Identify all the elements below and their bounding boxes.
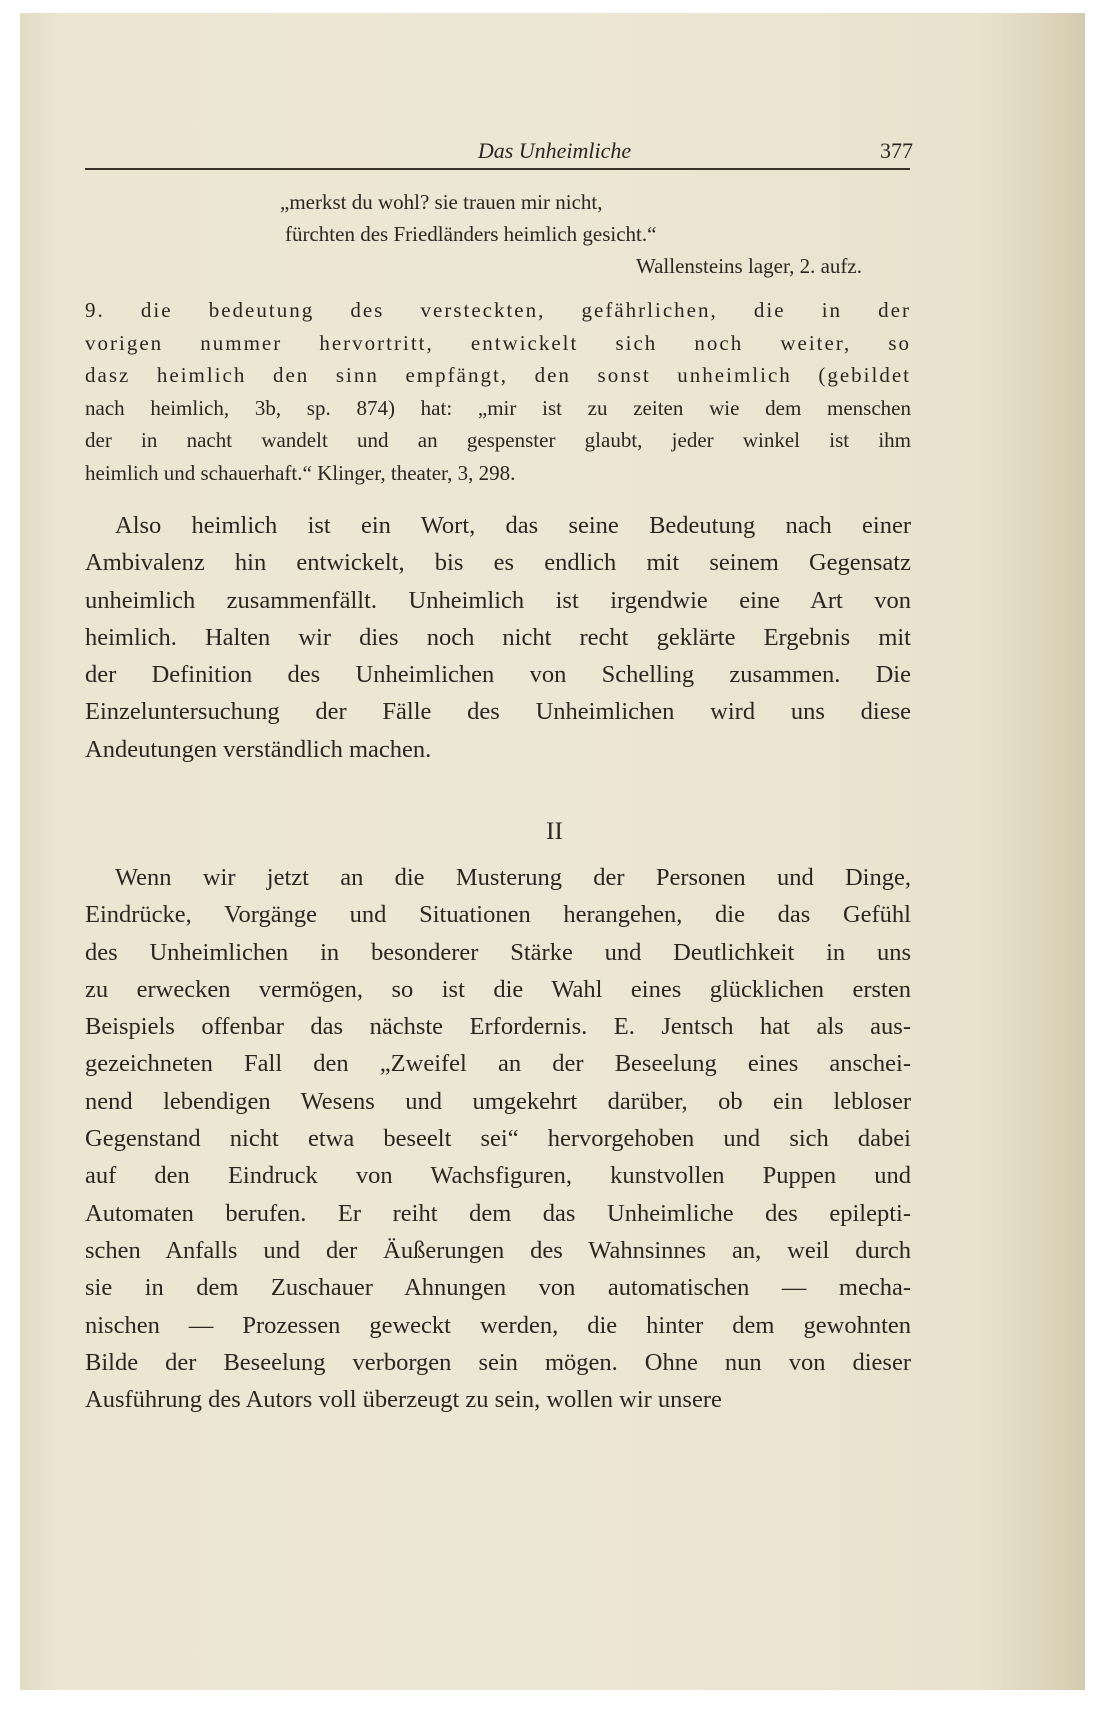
text-line: des Unheimlichen in besonderer Stärke und Deutlichkeit in uns	[85, 938, 911, 966]
text-line: zu erwecken vermögen, so ist die Wahl eines glücklichen ersten	[85, 975, 911, 1003]
text-line: schen Anfalls und der Äußerungen des Wahnsinnes an, weil durch	[85, 1236, 911, 1264]
text-line: Einzeluntersuchung der Fälle des Unheimlichen wird uns diese	[85, 698, 911, 726]
text-line: vorigen nummer hervortritt, entwickelt sich noch weiter, so	[85, 330, 911, 355]
text-line: dasz heimlich den sinn empfängt, den sonst unheimlich (gebildet	[85, 363, 911, 388]
paragraph-2	[85, 859, 911, 1418]
book-page	[20, 13, 1085, 1690]
text-line: Andeutungen verständlich machen.	[85, 735, 432, 763]
text-line: sie in dem Zuschauer Ahnungen von automatischen — mecha-	[85, 1274, 911, 1302]
text-line: Gegenstand nicht etwa beseelt sei“ hervorgehoben und sich dabei	[85, 1125, 911, 1153]
text-line: auf den Eindruck von Wachsfiguren, kunstvollen Puppen und	[85, 1162, 911, 1190]
text-line: Beispiels offenbar das nächste Erfordernis. E. Jentsch hat als aus-	[85, 1013, 911, 1041]
text-line: Ambivalenz hin entwickelt, bis es endlich mit seinem Gegensatz	[85, 549, 911, 577]
text-line: heimlich und schauerhaft.“ Klinger, theater, 3, 298.	[85, 460, 516, 485]
running-title: Das Unheimliche	[477, 138, 632, 163]
text-line: Bilde der Beseelung verborgen sein mögen. Ohne nun von dieser	[85, 1348, 911, 1376]
paragraph-1	[85, 507, 911, 768]
text-line: Eindrücke, Vorgänge und Situationen herangehen, die das Gefühl	[85, 901, 911, 929]
text-line: heimlich. Halten wir dies noch nicht recht geklärte Ergebnis mit	[85, 623, 911, 651]
quote-line: „merkst du wohl? sie trauen mir nicht,	[280, 190, 603, 214]
text-line: der Definition des Unheimlichen von Schelling zusammen. Die	[85, 661, 911, 689]
page-number: 377	[880, 138, 913, 163]
section-heading: II	[546, 818, 563, 845]
text-line: nach heimlich, 3b, sp. 874) hat: „mir ist zu zeiten wie dem menschen	[85, 395, 911, 420]
text-line: Ausführung des Autors voll überzeugt zu sein, wollen wir unsere	[85, 1386, 722, 1414]
text-line: 9. die bedeutung des versteckten, gefährlichen, die in der	[85, 298, 911, 322]
text-line: Also heimlich ist ein Wort, das seine Bedeutung nach einer	[115, 512, 911, 539]
quote-source: Wallensteins lager, 2. aufz.	[635, 254, 862, 278]
header-rule	[85, 168, 910, 170]
text-line: nischen — Prozessen geweckt werden, die hinter dem gewohnten	[85, 1311, 911, 1339]
text-line: Wenn wir jetzt an die Musterung der Personen und Dinge,	[115, 864, 911, 891]
text-line: Automaten berufen. Er reiht dem das Unheimliche des epilepti-	[85, 1199, 911, 1227]
quote-line: fürchten des Friedländers heimlich gesicht.“	[285, 222, 657, 246]
text-line: der in nacht wandelt und an gespenster glaubt, jeder winkel ist ihm	[85, 428, 911, 453]
text-line: nend lebendigen Wesens und umgekehrt darüber, ob ein lebloser	[85, 1087, 911, 1115]
text-line: unheimlich zusammenfällt. Unheimlich ist irgendwie eine Art von	[85, 586, 911, 614]
text-line: gezeichneten Fall den „Zweifel an der Beseelung eines anschei-	[85, 1050, 911, 1078]
footnote-entry	[85, 294, 911, 490]
